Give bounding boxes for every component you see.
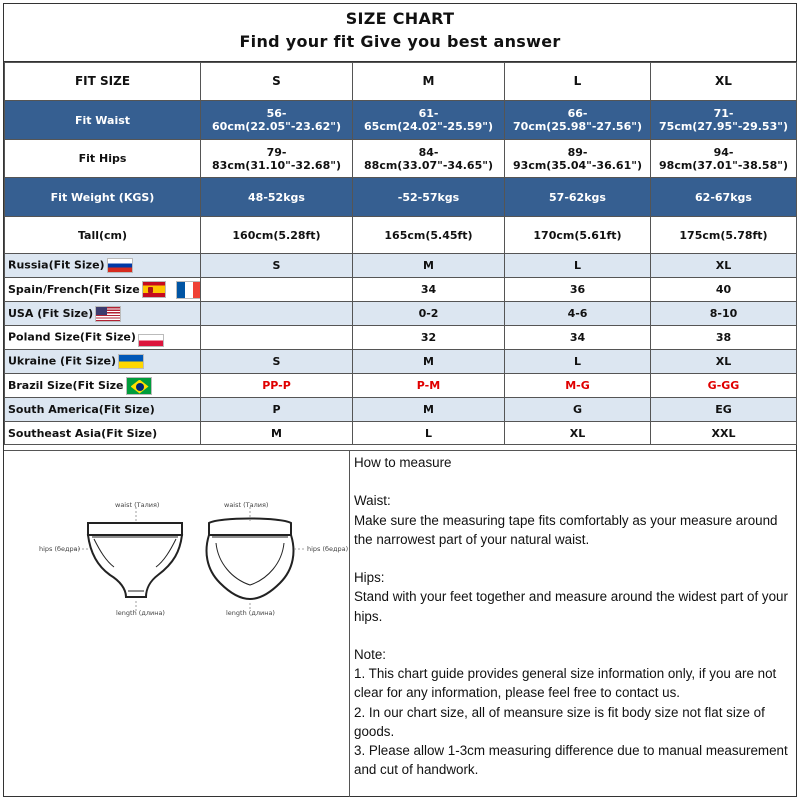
table-cell: XL	[505, 422, 651, 445]
table-cell: 71-75cm(27.95"-29.53")	[651, 101, 797, 140]
poland-flag-icon	[138, 334, 164, 347]
table-cell: PP-P	[201, 374, 353, 398]
underwear-diagram-illustration	[4, 451, 350, 797]
table-cell: S	[201, 254, 353, 278]
row-label-cell	[5, 374, 201, 398]
table-cell: 170cm(5.61ft)	[505, 217, 651, 254]
table-row-southeast-asia	[5, 422, 797, 445]
waist-text: Make sure the measuring tape fits comfortably as your measure around the narrowest part of your natural waist.	[354, 512, 778, 547]
table-cell: -52-57kgs	[353, 178, 505, 217]
bottom-section	[4, 450, 796, 796]
table-row-ukraine	[5, 350, 797, 374]
table-cell: M	[201, 422, 353, 445]
size-table	[4, 62, 797, 445]
table-row-russia	[5, 254, 797, 278]
table-cell: 38	[651, 326, 797, 350]
length-label-front: length (длина)	[116, 609, 165, 617]
hips-text: Stand with your feet together and measure around the widest part of your hips.	[354, 589, 788, 624]
table-cell: EG	[651, 398, 797, 422]
table-cell: 84-88cm(33.07"-34.65")	[353, 140, 505, 178]
table-cell: 66-70cm(25.98"-27.56")	[505, 101, 651, 140]
table-cell: 4-6	[505, 302, 651, 326]
table-cell: 160cm(5.28ft)	[201, 217, 353, 254]
front-brief-drawing	[88, 523, 182, 597]
table-cell: 165cm(5.45ft)	[353, 217, 505, 254]
chart-title: SIZE CHART	[345, 9, 455, 28]
table-cell: L	[353, 422, 505, 445]
column-header-m: M	[353, 63, 505, 101]
spain-flag-icon	[142, 281, 166, 298]
table-cell: M	[353, 398, 505, 422]
table-cell: L	[505, 350, 651, 374]
table-cell: M	[353, 254, 505, 278]
table-cell: XL	[651, 254, 797, 278]
table-row-poland	[5, 326, 797, 350]
note-1: 1. This chart guide provides general size information only, if you are not clear for any information, please feel free to contact us.	[354, 666, 777, 701]
waist-title: Waist:	[354, 493, 391, 509]
row-label: Tall(cm)	[5, 217, 201, 254]
row-label-cell	[5, 350, 201, 374]
row-label-cell	[5, 278, 201, 302]
row-label: South America(Fit Size)	[5, 398, 201, 422]
table-cell: 32	[353, 326, 505, 350]
waist-label-back: waist (Талия)	[224, 501, 269, 509]
note-title: Note:	[354, 646, 387, 662]
hips-title: Hips:	[354, 570, 385, 586]
table-row-spain-french	[5, 278, 797, 302]
table-header-row	[5, 63, 797, 101]
table-cell: M-G	[505, 374, 651, 398]
ukraine-flag-icon	[118, 354, 144, 369]
table-row-fit-hips	[5, 140, 797, 178]
france-flag-icon	[176, 281, 201, 299]
table-row-usa	[5, 302, 797, 326]
table-cell: P	[201, 398, 353, 422]
brazil-flag-icon	[126, 377, 152, 395]
table-cell: P-M	[353, 374, 505, 398]
table-cell: 56-60cm(22.05"-23.62")	[201, 101, 353, 140]
column-header-fit-size: FIT SIZE	[5, 63, 201, 101]
table-cell: 89-93cm(35.04"-36.61")	[505, 140, 651, 178]
table-cell: 175cm(5.78ft)	[651, 217, 797, 254]
hips-label-front: hips (бедра)	[39, 545, 81, 553]
note-3: 3. Please allow 1-3cm measuring difference due to manual measurement and cut of handwork.	[354, 743, 788, 778]
table-cell	[201, 302, 353, 326]
row-label-cell	[5, 326, 201, 350]
back-brief-drawing	[207, 519, 294, 600]
table-cell: 79-83cm(31.10"-32.68")	[201, 140, 353, 178]
length-label-back: length (длина)	[226, 609, 275, 617]
notes-heading: How to measure	[354, 455, 452, 470]
column-header-l: L	[505, 63, 651, 101]
table-row-fit-waist	[5, 101, 797, 140]
table-cell: 36	[505, 278, 651, 302]
table-cell: 8-10	[651, 302, 797, 326]
size-chart-sheet	[3, 3, 797, 797]
row-label: Brazil Size(Fit Size	[8, 378, 124, 392]
table-cell: 62-67kgs	[651, 178, 797, 217]
row-label: Ukraine (Fit Size)	[8, 354, 116, 368]
table-cell	[201, 278, 353, 302]
row-label: Southeast Asia(Fit Size)	[5, 422, 201, 445]
table-row-brazil	[5, 374, 797, 398]
column-header-xl: XL	[651, 63, 797, 101]
measurement-notes	[351, 451, 795, 797]
measurement-diagram	[4, 451, 350, 797]
usa-flag-icon	[95, 306, 121, 322]
row-label: Fit Weight (KGS)	[5, 178, 201, 217]
table-cell: XXL	[651, 422, 797, 445]
note-2: 2. In our chart size, all of meansure size is fit body size not flat size of goods.	[354, 704, 765, 739]
table-cell: 40	[651, 278, 797, 302]
table-cell: 57-62kgs	[505, 178, 651, 217]
row-label-cell	[5, 302, 201, 326]
table-cell: M	[353, 350, 505, 374]
table-row-tall	[5, 217, 797, 254]
column-header-s: S	[201, 63, 353, 101]
table-cell: L	[505, 254, 651, 278]
table-row-south-america	[5, 398, 797, 422]
row-label: Fit Hips	[5, 140, 201, 178]
table-cell: S	[201, 350, 353, 374]
row-label: Poland Size(Fit Size)	[8, 330, 136, 344]
table-cell: 94-98cm(37.01"-38.58")	[651, 140, 797, 178]
row-label: Russia(Fit Size)	[8, 258, 105, 272]
table-cell: XL	[651, 350, 797, 374]
table-cell: 34	[353, 278, 505, 302]
row-label: USA (Fit Size)	[8, 306, 94, 320]
row-label: Fit Waist	[5, 101, 201, 140]
title-block	[4, 4, 796, 62]
table-cell: 61-65cm(24.02"-25.59")	[353, 101, 505, 140]
chart-subtitle: Find your fit Give you best answer	[239, 32, 561, 51]
table-cell	[201, 326, 353, 350]
table-cell: G	[505, 398, 651, 422]
row-label: Spain/French(Fit Size	[8, 282, 140, 296]
table-cell: 34	[505, 326, 651, 350]
waist-label-front: waist (Талия)	[115, 501, 160, 509]
table-row-fit-weight	[5, 178, 797, 217]
table-cell: 48-52kgs	[201, 178, 353, 217]
table-cell: 0-2	[353, 302, 505, 326]
row-label-cell	[5, 254, 201, 278]
russia-flag-icon	[107, 258, 133, 273]
table-cell: G-GG	[651, 374, 797, 398]
hips-label-back: hips (бедра)	[307, 545, 349, 553]
